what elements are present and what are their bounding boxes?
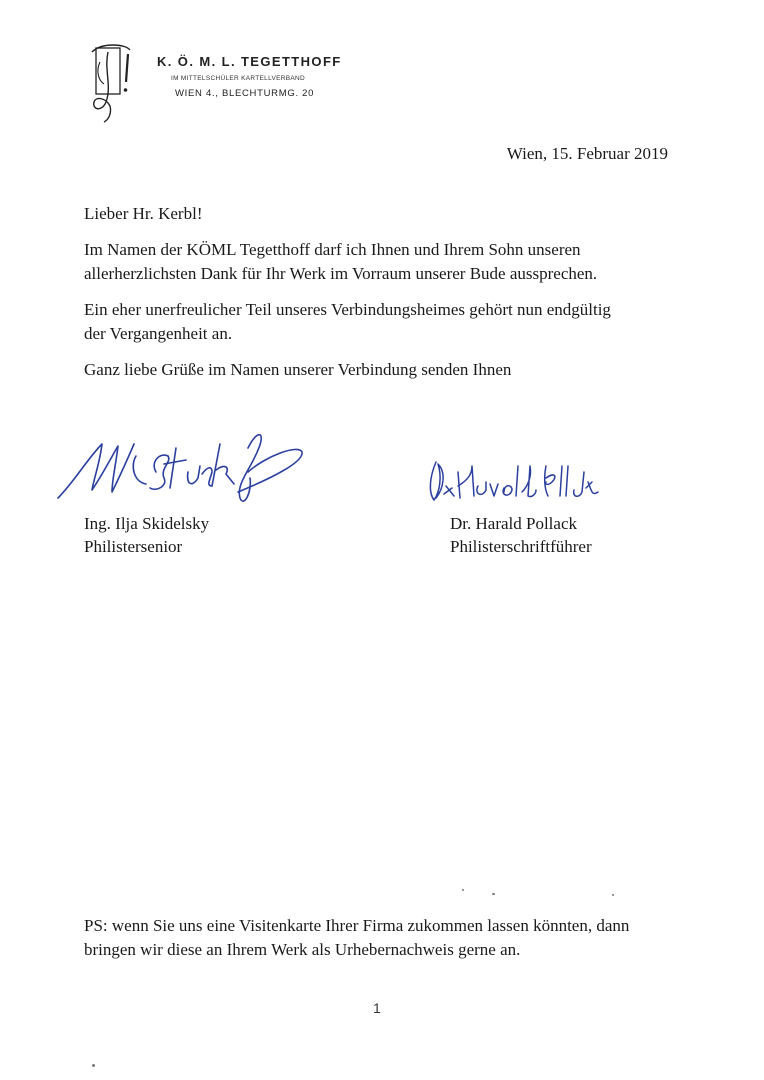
scan-speck: [462, 889, 464, 891]
signatory-role: Philistersenior: [84, 537, 183, 556]
salutation: Lieber Hr. Kerbl!: [84, 204, 203, 223]
page-number: 1: [373, 1000, 381, 1016]
signatory-name: Ing. Ilja Skidelsky: [84, 514, 210, 533]
signatory-2: [450, 512, 592, 558]
scan-speck: [612, 894, 614, 896]
signatory-role: Philisterschriftführer: [450, 537, 592, 556]
scan-speck: [92, 1064, 95, 1067]
scan-speck: [492, 893, 495, 895]
signatory-name: Dr. Harald Pollack: [450, 514, 577, 533]
text-line: bringen wir diese an Ihrem Werk als Urhebernachweis gerne an.: [84, 940, 521, 959]
text-line: Im Namen der KÖML Tegetthoff darf ich Ihnen und Ihrem Sohn unseren: [84, 240, 581, 259]
text-line: allerherzlichsten Dank für Ihr Werk im Vorraum unserer Bude aussprechen.: [84, 264, 598, 283]
body-paragraph-2: [84, 298, 684, 346]
signatory-1: [84, 512, 209, 558]
text-line: Ein eher unerfreulicher Teil unseres Verbindungsheimes gehört nun endgültig: [84, 300, 611, 319]
letterhead-organization: K. Ö. M. L. TEGETTHOFF: [157, 54, 342, 69]
signature-pollack: [422, 452, 602, 508]
closing-line: Ganz liebe Grüße im Namen unserer Verbindung senden Ihnen: [84, 360, 512, 379]
letterhead-subtitle: IM MITTELSCHÜLER KARTELLVERBAND: [171, 75, 306, 82]
body-paragraph-1: [84, 238, 684, 286]
letter-date: Wien, 15. Februar 2019: [506, 144, 668, 163]
text-line: der Vergangenheit an.: [84, 324, 233, 343]
letterhead-address: WIEN 4., BLECHTURMG. 20: [175, 88, 315, 99]
postscript: [84, 914, 724, 962]
tegetthoff-monogram-icon: [82, 40, 152, 124]
text-line: PS: wenn Sie uns eine Visitenkarte Ihrer Firma zukommen lassen könnten, dann: [84, 916, 630, 935]
